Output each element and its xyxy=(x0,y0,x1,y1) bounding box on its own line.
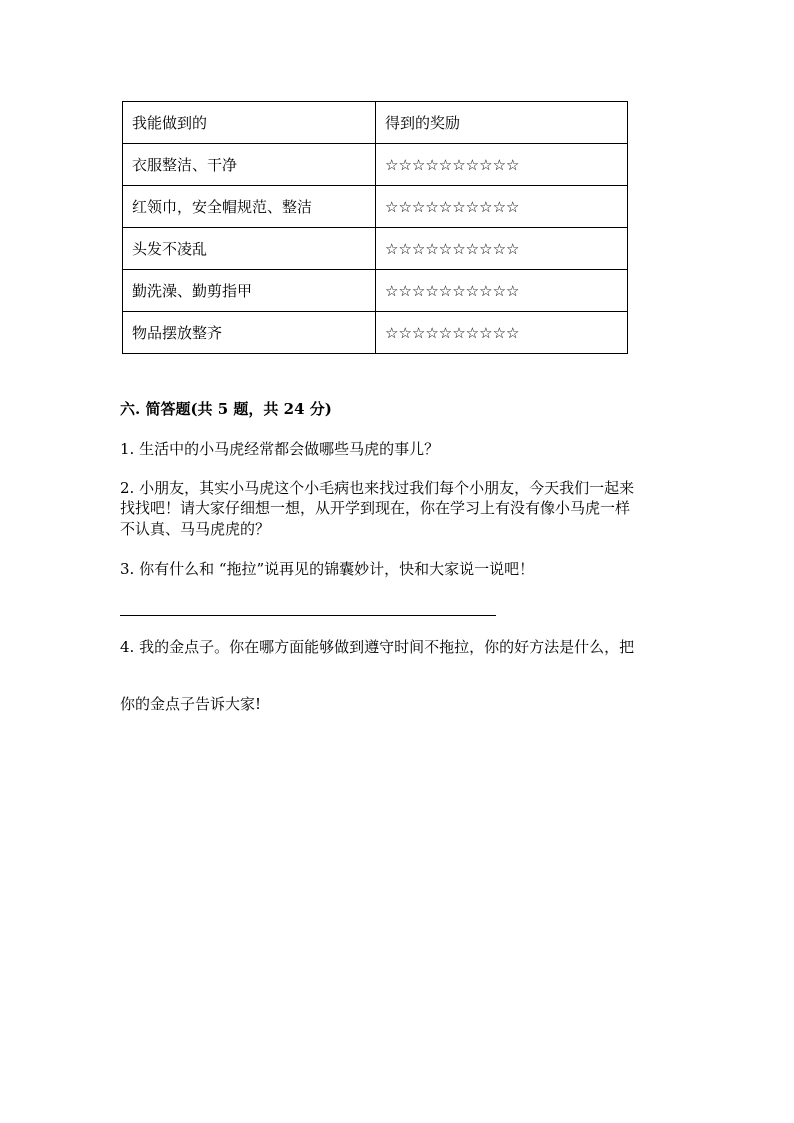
question-4-line-1: 4. 我的金点子。你在哪方面能够做到遵守时间不拖拉，你的好方法是什么，把 xyxy=(120,638,635,656)
section-title: 六. 简答题(共 5 题，共 24 分) xyxy=(120,400,332,418)
question-2-line-1: 2. 小朋友，其实小马虎这个小毛病也来找过我们每个小朋友，今天我们一起来 xyxy=(120,479,635,497)
question-3: 3. 你有什么和 “拖拉”说再见的锦囊妙计，快和大家说一说吧！ xyxy=(120,560,535,578)
header-cell-reward: 得到的奖励 xyxy=(376,102,628,144)
row-item-cell: 衣服整洁、干净 xyxy=(123,144,376,186)
row-reward-stars: ☆☆☆☆☆☆☆☆☆☆ xyxy=(376,228,628,270)
table-row xyxy=(123,186,628,228)
row-reward-stars: ☆☆☆☆☆☆☆☆☆☆ xyxy=(376,270,628,312)
table-row xyxy=(123,270,628,312)
table-row xyxy=(123,144,628,186)
row-item-cell: 勤洗澡、勤剪指甲 xyxy=(123,270,376,312)
row-reward-stars: ☆☆☆☆☆☆☆☆☆☆ xyxy=(376,186,628,228)
question-1: 1. 生活中的小马虎经常都会做哪些马虎的事儿？ xyxy=(120,440,440,458)
question-2-line-2: 找找吧！请大家仔细想一想，从开学到现在，你在学习上有没有像小马虎一样 xyxy=(120,499,631,517)
reward-table xyxy=(122,101,628,354)
question-4-line-2: 你的金点子告诉大家! xyxy=(120,695,262,713)
header-cell-can-do: 我能做到的 xyxy=(123,102,376,144)
answer-line xyxy=(120,615,496,616)
table-row xyxy=(123,312,628,354)
table-header-row xyxy=(123,102,628,144)
question-2-line-3: 不认真、马马虎虎的？ xyxy=(120,520,271,538)
row-item-cell: 头发不凌乱 xyxy=(123,228,376,270)
row-reward-stars: ☆☆☆☆☆☆☆☆☆☆ xyxy=(376,144,628,186)
table-row xyxy=(123,228,628,270)
row-item-cell: 红领巾，安全帽规范、整洁 xyxy=(123,186,376,228)
row-item-cell: 物品摆放整齐 xyxy=(123,312,376,354)
row-reward-stars: ☆☆☆☆☆☆☆☆☆☆ xyxy=(376,312,628,354)
